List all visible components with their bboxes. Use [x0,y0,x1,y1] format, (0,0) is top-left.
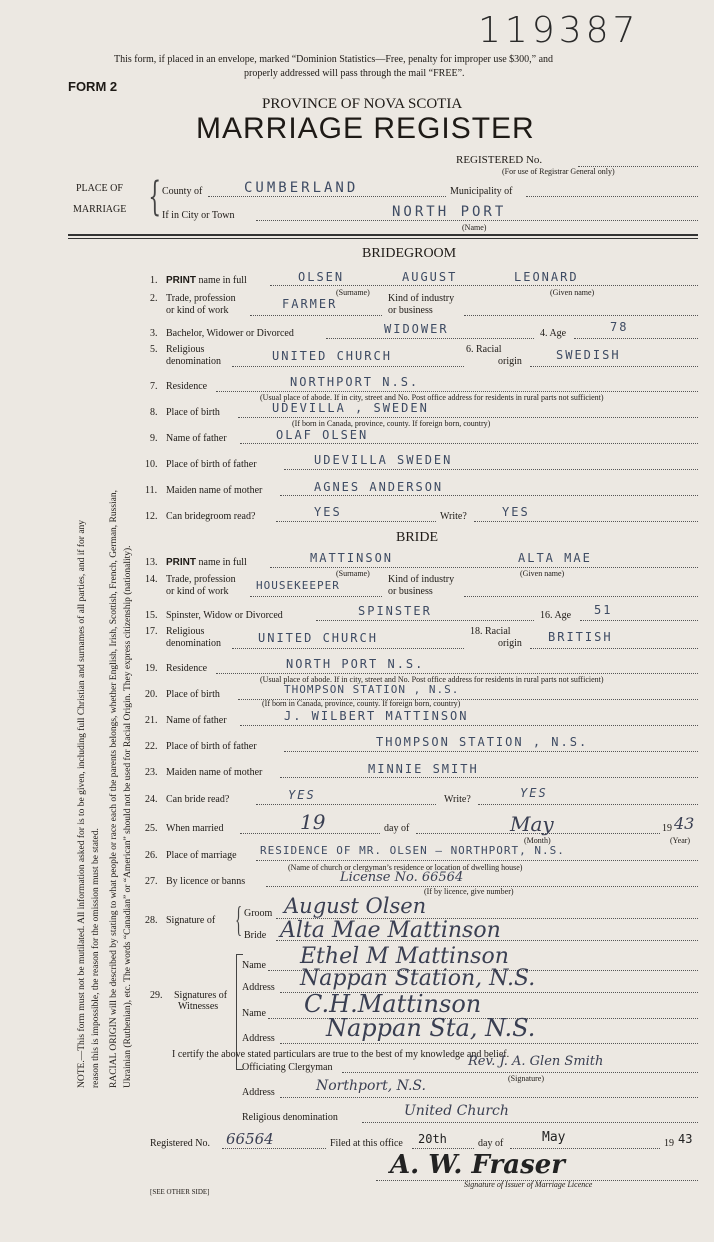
w1-address-label: Address [242,982,275,993]
bride-industry-label-1: Kind of industry [388,574,455,585]
bride-write-label: Write? [444,794,471,805]
municipality-label: Municipality of [450,186,513,197]
witness-label-2: Witnesses [178,1001,219,1012]
place-label-2: MARRIAGE [73,204,127,215]
bride-trade-label-2: or kind of work [166,586,229,597]
issuer-note: Signature of Issuer of Marriage Licence [464,1180,593,1189]
marriage-place-note: (Name of church or clergyman’s residence or location of dwelling house) [288,863,523,872]
row-num-5: 5. [150,344,158,355]
row-num-11: 11. [145,485,158,496]
witness2-address: Nappan Sta, N.S. [326,1014,536,1042]
bride-trade-label-1: Trade, profession [166,574,236,585]
groom-race: SWEDISH [556,348,621,362]
see-other-side: [SEE OTHER SIDE] [150,1188,210,1196]
issuer-signature: A. W. Fraser [390,1150,565,1180]
groom-surname-note: (Surname) [336,288,370,297]
signature-brace: { [235,899,243,939]
print-bold: PRINT [166,557,196,568]
clergy-denomination-line [362,1122,698,1123]
mail-notice-line-2: properly addressed will pass through the mail “FREE”. [244,68,465,79]
groom-given-1: AUGUST [402,270,458,284]
city-label: If in City or Town [162,210,235,221]
bride-mother-line [280,777,698,778]
marriage-year-prefix: 19 [662,823,672,834]
bride-write: YES [520,786,548,800]
row-num-3: 3. [150,328,158,339]
registered-footer-line [222,1148,326,1149]
groom-birthplace-note: (If born in Canada, province, county. If foreign born, country) [292,419,491,428]
row-num-23: 23. [145,767,158,778]
w2-name-label: Name [242,1008,266,1019]
groom-write-label: Write? [440,511,467,522]
page-title: MARRIAGE REGISTER [196,112,535,145]
bride-religious-label-2: denomination [166,638,221,649]
licence-note: (If by licence, give number) [424,887,514,896]
note-line-1: NOTE.—This form must not be mutilated. All information asked for is to be given, including full Christian and surnames of all parties, and if for any [77,519,87,1088]
stamp-number: 119387 [478,10,640,51]
bride-father: J. WILBERT MATTINSON [284,709,469,723]
row-num-22: 22. [145,741,158,752]
groom-name-line [270,285,698,286]
bride-given-note: (Given name) [520,569,565,578]
groom-signature: August Olsen [284,894,427,918]
clergy-line [342,1072,698,1073]
registered-footer-label: Registered No. [150,1138,210,1149]
bride-section-heading: BRIDE [396,530,438,545]
licence-label: By licence or banns [166,876,246,887]
filed-day-of-label: day of [478,1138,504,1149]
row-num-12: 12. [145,511,158,522]
row-num-20: 20. [145,689,158,700]
w1-name-label: Name [242,960,266,971]
row-num-13: 13. [145,557,158,568]
groom-age: 78 [610,320,629,334]
witness1-name: Ethel M Mattinson [300,944,509,969]
groom-industry-label-1: Kind of industry [388,293,455,304]
filed-day: 20th [418,1132,447,1146]
marriage-place: RESIDENCE OF MR. OLSEN — NORTHPORT, N.S. [260,844,565,857]
bride-age-line [580,620,698,621]
bride-race: BRITISH [548,630,613,644]
filed-year-prefix: 19 [664,1138,674,1149]
bride-religion-line [232,648,464,649]
bride-given: ALTA MAE [518,551,592,565]
filed-month: May [542,1130,566,1145]
row-num-26: 26. [145,850,158,861]
clergy-address-line [280,1097,698,1098]
bride-signature: Alta Mae Mattinson [280,918,501,943]
groom-residence-note: (Usual place of abode. If in city, street and No. Post office address for residents in rural parts not sufficient) [260,393,604,402]
registered-no-label: REGISTERED No. [456,154,543,166]
bride-surname: MATTINSON [310,551,394,565]
groom-given-note: (Given name) [550,288,595,297]
bride-write-line [478,804,698,805]
city-name-note: (Name) [462,223,487,232]
row-num-25: 25. [145,823,158,834]
marriage-day-of-label: day of [384,823,410,834]
clergy-denomination-label: Religious denomination [242,1112,338,1123]
bride-read-label: Can bride read? [166,794,230,805]
municipality-line [526,196,698,197]
city-value: NORTH PORT [392,204,507,220]
row-num-1: 1. [150,275,158,286]
row-num-17: 17. [145,626,158,637]
bride-read: YES [288,788,316,802]
groom-mother: AGNES ANDERSON [314,480,444,494]
groom-racial-label-2: origin [498,356,522,367]
marriage-place-line [256,860,698,861]
row-num-19: 19. [145,663,158,674]
groom-status-line [326,338,534,339]
print-bold: PRINT [166,275,196,286]
age-label: Age [554,610,572,621]
row-num-9: 9. [150,433,158,444]
form-id: FORM 2 [68,79,118,94]
row-num-8: 8. [150,407,158,418]
registered-footer-number: 66564 [226,1130,274,1148]
marriage-month-note: (Month) [524,836,551,845]
groom-father: OLAF OLSEN [276,428,369,442]
clergy-signature-note: (Signature) [508,1074,544,1083]
licence-value: License No. 66564 [340,870,464,885]
mail-notice-line-1: This form, if placed in an envelope, marked “Dominion Statistics—Free, penalty for improper use $300,” and [114,54,554,65]
filed-day-line [412,1148,474,1149]
bride-trade-line [250,596,382,597]
groom-father-birth: UDEVILLA SWEDEN [314,453,453,467]
groom-industry-label-2: or business [388,305,433,316]
bride-industry-label-2: or business [388,586,433,597]
note-line-2: reason this is impossible, the reason for the omission must be stated. [91,828,101,1088]
groom-father-line [240,443,698,444]
groom-read: YES [314,505,342,519]
groom-status-label: Bachelor, Widower or Divorced [166,328,294,339]
bride-name-line [270,567,698,568]
groom-trade-label-1: Trade, profession [166,293,236,304]
bride-status: SPINSTER [358,604,432,618]
filed-label: Filed at this office [330,1138,403,1149]
bride-age: 51 [594,603,613,617]
bride-sig-label: Bride [244,930,267,941]
when-married-label: When married [166,823,224,834]
w2-address-line [280,1043,698,1044]
county-line [208,196,446,197]
groom-race-line [530,366,698,367]
groom-religious-label-1: Religious [166,344,205,355]
signature-label: Signature of [166,915,216,926]
bride-religious-label-1: Religious [166,626,205,637]
groom-age-line [574,338,698,339]
bride-race-line [530,648,698,649]
place-label-1: PLACE OF [76,183,123,194]
marriage-year-note: (Year) [670,836,691,845]
groom-father-label: Name of father [166,433,227,444]
registrar-note: (For use of Registrar General only) [502,167,615,176]
bride-residence-label: Residence [166,663,208,674]
groom-trade-label-2: or kind of work [166,305,229,316]
row-num-21: 21. [145,715,158,726]
groom-mother-label: Maiden name of mother [166,485,263,496]
bride-birthplace: THOMPSON STATION , N.S. [284,683,460,696]
bride-religion: UNITED CHURCH [258,631,378,645]
marriage-day: 19 [300,810,326,834]
racial-label: Racial [485,626,511,637]
bride-racial-label-2: origin [498,638,522,649]
groom-write: YES [502,505,530,519]
bride-status-line [316,620,534,621]
bride-residence: NORTH PORT N.S. [286,657,425,671]
clergy-denomination: United Church [404,1103,509,1119]
name-in-full-label: name in full [198,557,247,568]
bride-father-label: Name of father [166,715,227,726]
certify-statement: I certify the above stated particulars are true to the best of my knowledge and belief. [172,1049,510,1060]
bride-birthplace-note: (If born in Canada, province, county. If foreign born, country) [262,699,461,708]
w2-address-label: Address [242,1033,275,1044]
row-num-10: 10. [145,459,158,470]
bride-mother: MINNIE SMITH [368,762,479,776]
bride-father-birth-line [284,751,698,752]
groom-father-birth-label: Place of birth of father [166,459,257,470]
groom-write-line [474,521,698,522]
filed-year: 43 [678,1132,693,1146]
place-brace: { [148,174,162,220]
bride-residence-line [216,673,698,674]
bride-residence-note: (Usual place of abode. If in city, street and No. Post office address for residents in rural parts not sufficient) [260,675,604,684]
groom-residence-label: Residence [166,381,208,392]
groom-religious-label-2: denomination [166,356,221,367]
groom-trade-line [250,315,382,316]
row-num-28: 28. [145,915,158,926]
groom-read-label: Can bridegroom read? [166,511,256,522]
groom-section-heading: BRIDEGROOM [362,246,457,261]
groom-trade: FARMER [282,297,338,311]
bride-birthplace-label: Place of birth [166,689,220,700]
header-divider [68,234,698,239]
groom-given-2: LEONARD [514,270,579,284]
clergy-signature: Rev. J. A. Glen Smith [468,1054,604,1069]
city-line [256,220,698,221]
groom-religion-line [232,366,464,367]
bride-age-label: 16. Age [540,610,572,621]
groom-read-line [276,521,436,522]
groom-birthplace-label: Place of birth [166,407,220,418]
bride-father-line [240,725,698,726]
row-num-29: 29. [150,990,163,1001]
province-heading: PROVINCE OF NOVA SCOTIA [262,96,463,112]
marriage-place-label: Place of marriage [166,850,237,861]
clergy-address-label: Address [242,1087,275,1098]
bride-father-birth: THOMPSON STATION , N.S. [376,735,589,749]
witness2-name: C.H.Mattinson [304,990,482,1018]
row-num-14: 14. [145,574,158,585]
groom-birthplace: UDEVILLA , SWEDEN [272,401,429,415]
witness1-address: Nappan Station, N.S. [300,966,536,991]
row-num-2: 2. [150,293,158,304]
clergy-label: Officiating Clergyman [242,1062,333,1073]
bride-mother-label: Maiden name of mother [166,767,263,778]
groom-industry-line [464,315,698,316]
groom-status: WIDOWER [384,322,449,336]
bride-surname-note: (Surname) [336,569,370,578]
bride-status-label: Spinster, Widow or Divorced [166,610,283,621]
bride-read-line [256,804,436,805]
bride-trade: HOUSEKEEPER [256,579,340,592]
groom-residence: NORTHPORT N.S. [290,375,420,389]
note-line-3: RACIAL ORIGIN will be described by stating to what people or race each of the parents belongs, whether English, Irish, Scottish, French, German, Russian, [109,489,119,1088]
groom-birthplace-line [238,417,698,418]
name-in-full-label: name in full [198,275,247,286]
row-num-7: 7. [150,381,158,392]
groom-religion: UNITED CHURCH [272,349,392,363]
marriage-month: May [510,812,554,836]
county-label: County of [162,186,203,197]
bride-industry-line [464,596,698,597]
filed-month-line [510,1148,660,1149]
groom-sig-label: Groom [244,908,273,919]
row-num-27: 27. [145,876,158,887]
county-value: CUMBERLAND [244,180,359,196]
racial-label: Racial [476,344,502,355]
marriage-year: 43 [674,814,695,833]
bride-print-label [166,557,247,568]
clergy-address: Northport, N.S. [316,1078,426,1094]
groom-racial-label-1: 6. Racial [466,344,502,355]
age-label: Age [549,328,567,339]
witness-label-1: Signatures of [174,990,228,1001]
note-line-4: Ukrainian (Ruthenian), etc. The words “Canadian” or “American” should not be used for Racial Origin. They express citizenship (nationality). [123,545,133,1088]
bride-father-birth-label: Place of birth of father [166,741,257,752]
groom-mother-line [280,495,698,496]
groom-residence-line [216,391,698,392]
row-num-24: 24. [145,794,158,805]
groom-father-birth-line [284,469,698,470]
groom-print-label [166,275,247,286]
groom-age-label: 4. Age [540,328,567,339]
groom-surname: OLSEN [298,270,345,284]
bride-racial-label-1: 18. Racial [470,626,511,637]
row-num-15: 15. [145,610,158,621]
